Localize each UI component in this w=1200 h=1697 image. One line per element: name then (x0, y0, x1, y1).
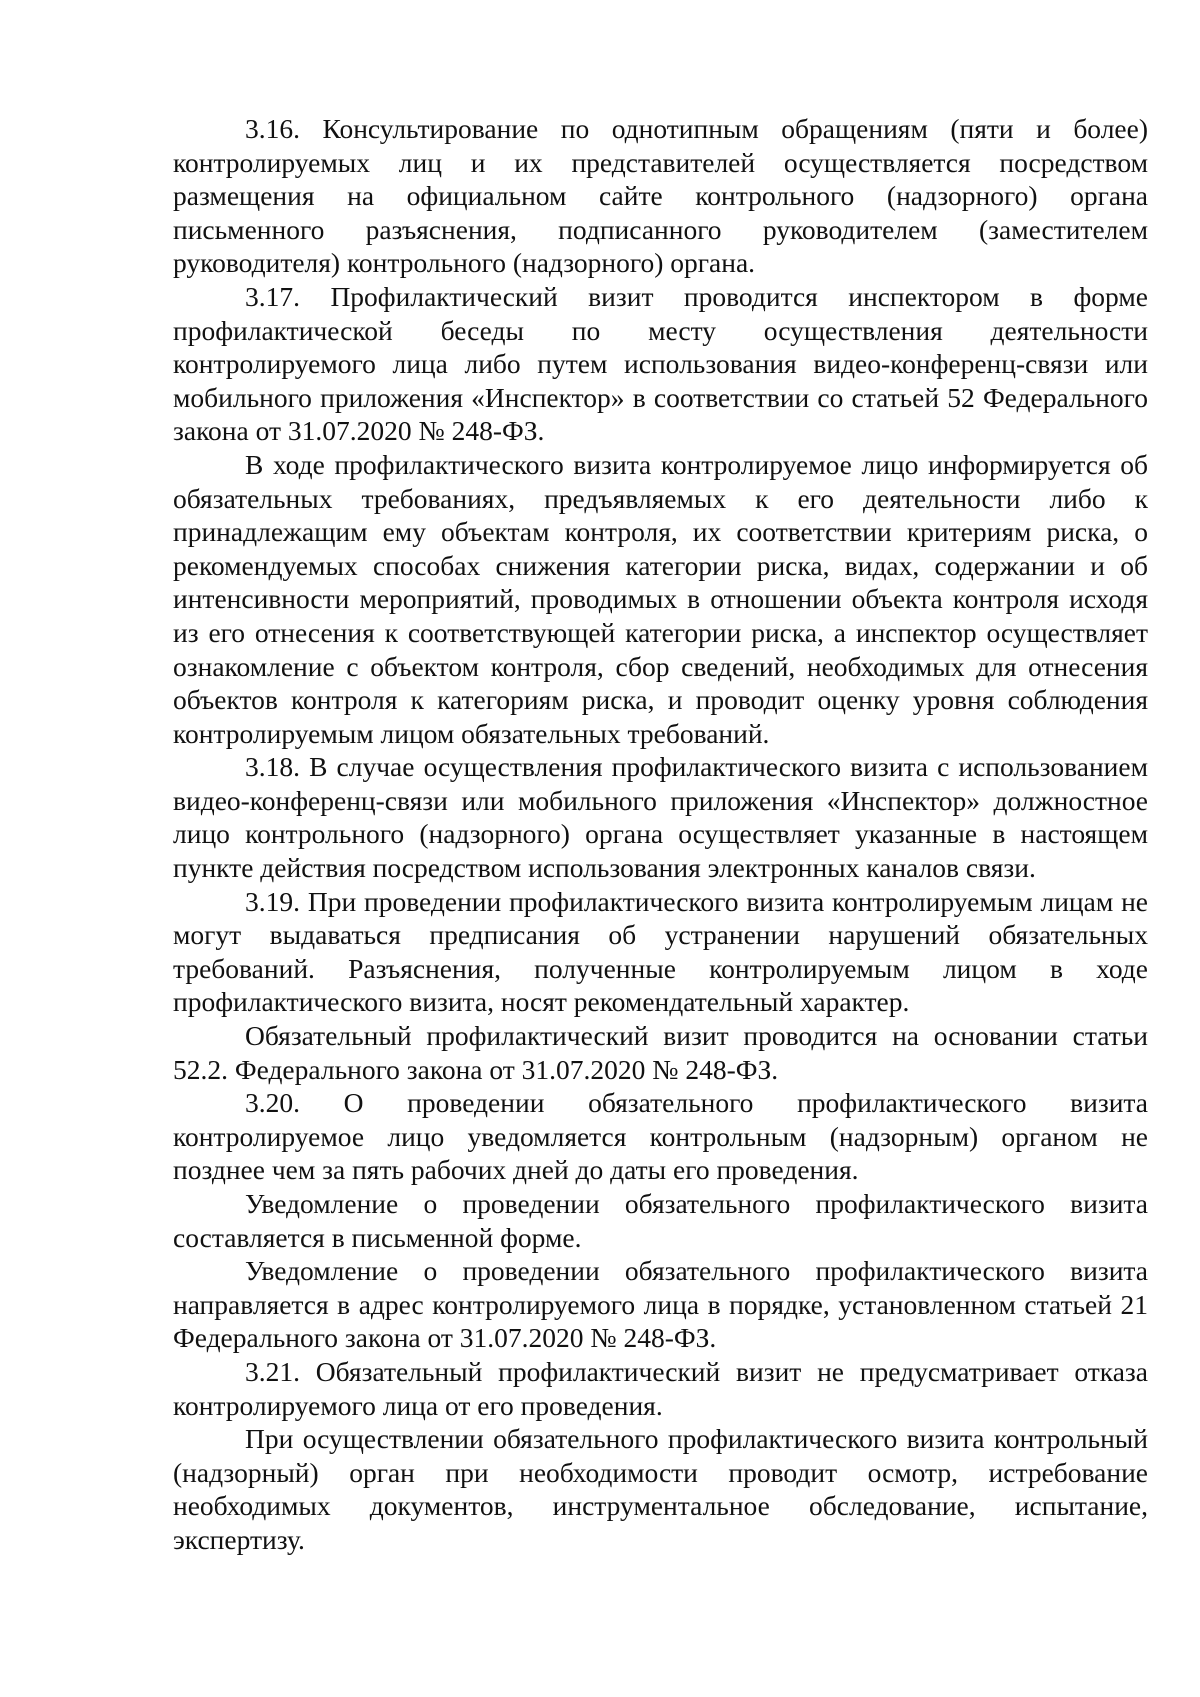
paragraph-mandatory-visit-basis: Обязательный профилактический визит проводится на основании статьи 52.2. Федерального закона от 31.07.2020 № 248-ФЗ. (173, 1020, 1148, 1085)
paragraph-3-17: 3.17. Профилактический визит проводится инспектором в форме профилактической беседы по месту осуществления деятельности контролируемого лица либо путем использования видео-конференц-связи или мобильного приложения «Инспектор» в соответствии со статьей 52 Федерального закона от 31.07.2020 № 248-ФЗ. (173, 280, 1148, 447)
paragraph-visit-content: В ходе профилактического визита контролируемое лицо информируется об обязательных требованиях, предъявляемых к его деятельности либо к принадлежащим ему объектам контроля, их соответствии критериям риска, о рекомендуемых способах снижения категории риска, видах, содержании и об интенсивности мероприятий, проводимых в отношении объекта контроля исходя из его отнесения к соответствующей категории риска, а инспектор осуществляет ознакомление с объектом контроля, сбор сведений, необходимых для отнесения объектов контроля к категориям риска, и проводит оценку уровня соблюдения контролируемым лицом обязательных требований. (173, 448, 1148, 749)
paragraph-3-21: 3.21. Обязательный профилактический визит не предусматривает отказа контролируемого лица от его проведения. (173, 1355, 1148, 1421)
paragraph-notice-delivery: Уведомление о проведении обязательного профилактического визита направляется в адрес контролируемого лица в порядке, установленном статьей 21 Федерального закона от 31.07.2020 № 248-ФЗ. (173, 1255, 1148, 1354)
paragraph-3-19: 3.19. При проведении профилактического визита контролируемым лицам не могут выдаваться предписания об устранении нарушений обязательных требований. Разъяснения, полученные контролируемым лицом в ходе профилактического визита, носят рекомендательный характер. (173, 885, 1148, 1018)
paragraph-3-20: 3.20. О проведении обязательного профилактического визита контролируемое лицо уведомляется контрольным (надзорным) органом не позднее чем за пять рабочих дней до даты его проведения. (173, 1087, 1148, 1186)
paragraph-3-18: 3.18. В случае осуществления профилактического визита с использованием видео-конференц-связи или мобильного приложения «Инспектор» должностное лицо контрольного (надзорного) органа осуществляет указанные в настоящем пункте действия посредством использования электронных каналов связи. (173, 751, 1148, 884)
document-body (173, 112, 1148, 1557)
paragraph-3-16: 3.16. Консультирование по однотипным обращениям (пяти и более) контролируемых лиц и их представителей осуществляется посредством размещения на официальном сайте контрольного (надзорного) органа письменного разъяснения, подписанного руководителем (заместителем руководителя) контрольного (надзорного) органа. (173, 113, 1148, 279)
paragraph-inspection-actions: При осуществлении обязательного профилактического визита контрольный (надзорный) орган при необходимости проводит осмотр, истребование необходимых документов, инструментальное обследование, испытание, экспертизу. (173, 1423, 1148, 1555)
paragraph-notice-written-form: Уведомление о проведении обязательного профилактического визита составляется в письменной форме. (173, 1188, 1148, 1253)
